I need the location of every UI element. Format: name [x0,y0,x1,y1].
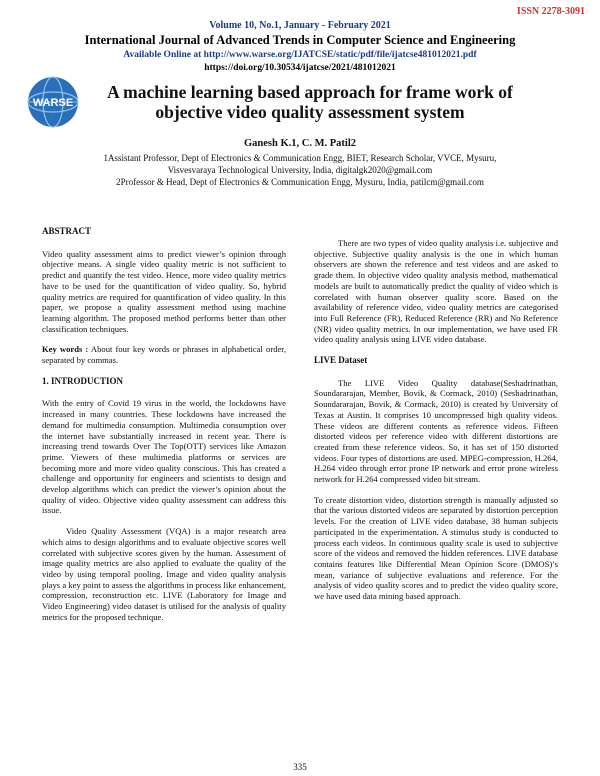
journal-title: International Journal of Advanced Trends in Computer Science and Engineering [84,33,516,47]
logo-text: WARSE [32,97,74,109]
authors-line: Ganesh K.1, C. M. Patil2 [244,138,356,149]
page-number: 335 [293,762,307,772]
introduction-heading: 1. INTRODUCTION [42,375,124,386]
affiliation-1-cont: Visvesvaraya Technological University, India, digitalgk2020@gmail.com [167,165,433,175]
abstract-heading: ABSTRACT [42,226,92,236]
live-dataset-heading: LIVE Dataset [314,355,368,366]
distortion-paragraph: To create distortion video, distortion strength is manually adjusted so that the various distorted videos are separated by distortion perception levels. For the creation of LIVE video database, 38 human subjects participated in the experimentation. A stimulus study is conducted to process each videos. In continuous quality scale is used to subjective score of the videos and removed the hidden references. LIVE database contains features like Differential Mean Opinion Score (DMOS)’s mean, variance of subjective evaluations and reference. For the analysis of video quality scores and to predict the video quality score, we have used data mining based approach. [314,494,558,602]
issn-label: ISSN 2278-3091 [516,6,585,17]
left-column [42,226,286,633]
volume-line: Volume 10, No.1, January - February 2021 [209,20,391,31]
paper-title: A machine learning based approach for frame work of objective video quality assessment system [107,82,513,122]
affiliation-2: 2Professor & Head, Dept of Electronics & Communication Engg, Mysuru, India, patilcm@gmail.com [116,177,484,187]
keywords-text: About four key words or phrases in alphabetical order, separated by commas. [42,344,286,366]
live-dataset-paragraph: The LIVE Video Quality database(Seshadrinathan, Soundararajan, Member, Bovik, & Cormack, 2010) (Seshadrinathan, Soundararajan, Bovik, & Cormack, 2010) is created by University of Texas at Austin. It comprises 10 uncompressed high quality videos. These videos are different contents as reference videos. Fifteen distorted videos per reference video with different distortions are created from these reference videos. So, it has set of 150 distorted videos. Four types of distortions are used. MPEG-compression, H.264, H.264 video through error prone IP network and error prone wireless network for H.264 compressed video bit stream. [314,377,558,485]
doi-link[interactable]: https://doi.org/10.30534/ijatcse/2021/481012021 [204,63,396,73]
warse-logo [27,76,79,128]
available-online-link[interactable]: Available Online at http://www.warse.org/IJATCSE/static/pdf/file/ijatcse481012021.pdf [123,50,477,60]
intro-paragraph-1: With the entry of Covid 19 virus in the world, the lockdowns have increased in many countries. These lockdowns have increased the demand for multimedia consumption. Multimedia consumption over the internet have substantially increased in recent year. There is increasing trend towards Over The Top(OTT) services like Amazon prime. Viewers of these multimedia platforms or services are becoming more and more video quality conscious. This has created a challenge and opportunity for engineers and scientists to design and develop algorithms which can predict the viewer’s opinion about the quality of video. Objective video quality assessment can address this issue. [42,398,286,516]
abstract-text: Video quality assessment aims to predict viewer’s opinion through objective means. A single video quality metric is not sufficient to predict and quantify the test video. Hence, more video quality metrics have to be used for the quantification of video quality. So, hybrid quality metrics are required for quantification of video quality. In this paper, we propose a quality assessment method using machine learning algorithm. The proposed method performs better than other classification techniques. [42,248,286,334]
keywords [42,344,286,365]
keywords-label: Key words : [42,344,89,355]
intro-paragraph-2: Video Quality Assessment (VQA) is a major research area which aims to design algorithms and to evaluate objective scores well correlated with subjective scores given by the human. Assessment of image quality metrics are also applied to evaluate the quality of the video by using temporal pooling. Image and video quality analysis plays a key point to assess the algorithms in process like enhancement, compression, reconstruction etc. LIVE (Laboratory for Image and Video Engineering) video dataset is utilised for the analysis of quality metrics for the proposed technique. [42,526,286,622]
affiliations [60,152,540,188]
right-column [314,238,558,612]
affiliation-1: 1Assistant Professor, Dept of Electronics & Communication Engg, BIET, Research Scholar, VVCE, Mysuru, [103,153,497,163]
video-quality-types-paragraph: There are two types of video quality analysis i.e. subjective and objective. Subjective quality analysis is the one in which human observers are shown the reference and test videos and are asked to grade them. In objective video quality analysis method, mathematical models are built to automatically predict the quality of video which is correlated with human observer quality score. Based on the availability of reference video, video quality metrics are categorised into Full Reference (FR), Reduced Reference (RR) and No Reference (NR) video quality metrics. In our implementation, we have used FR video quality analysis using LIVE video database. [314,238,558,345]
